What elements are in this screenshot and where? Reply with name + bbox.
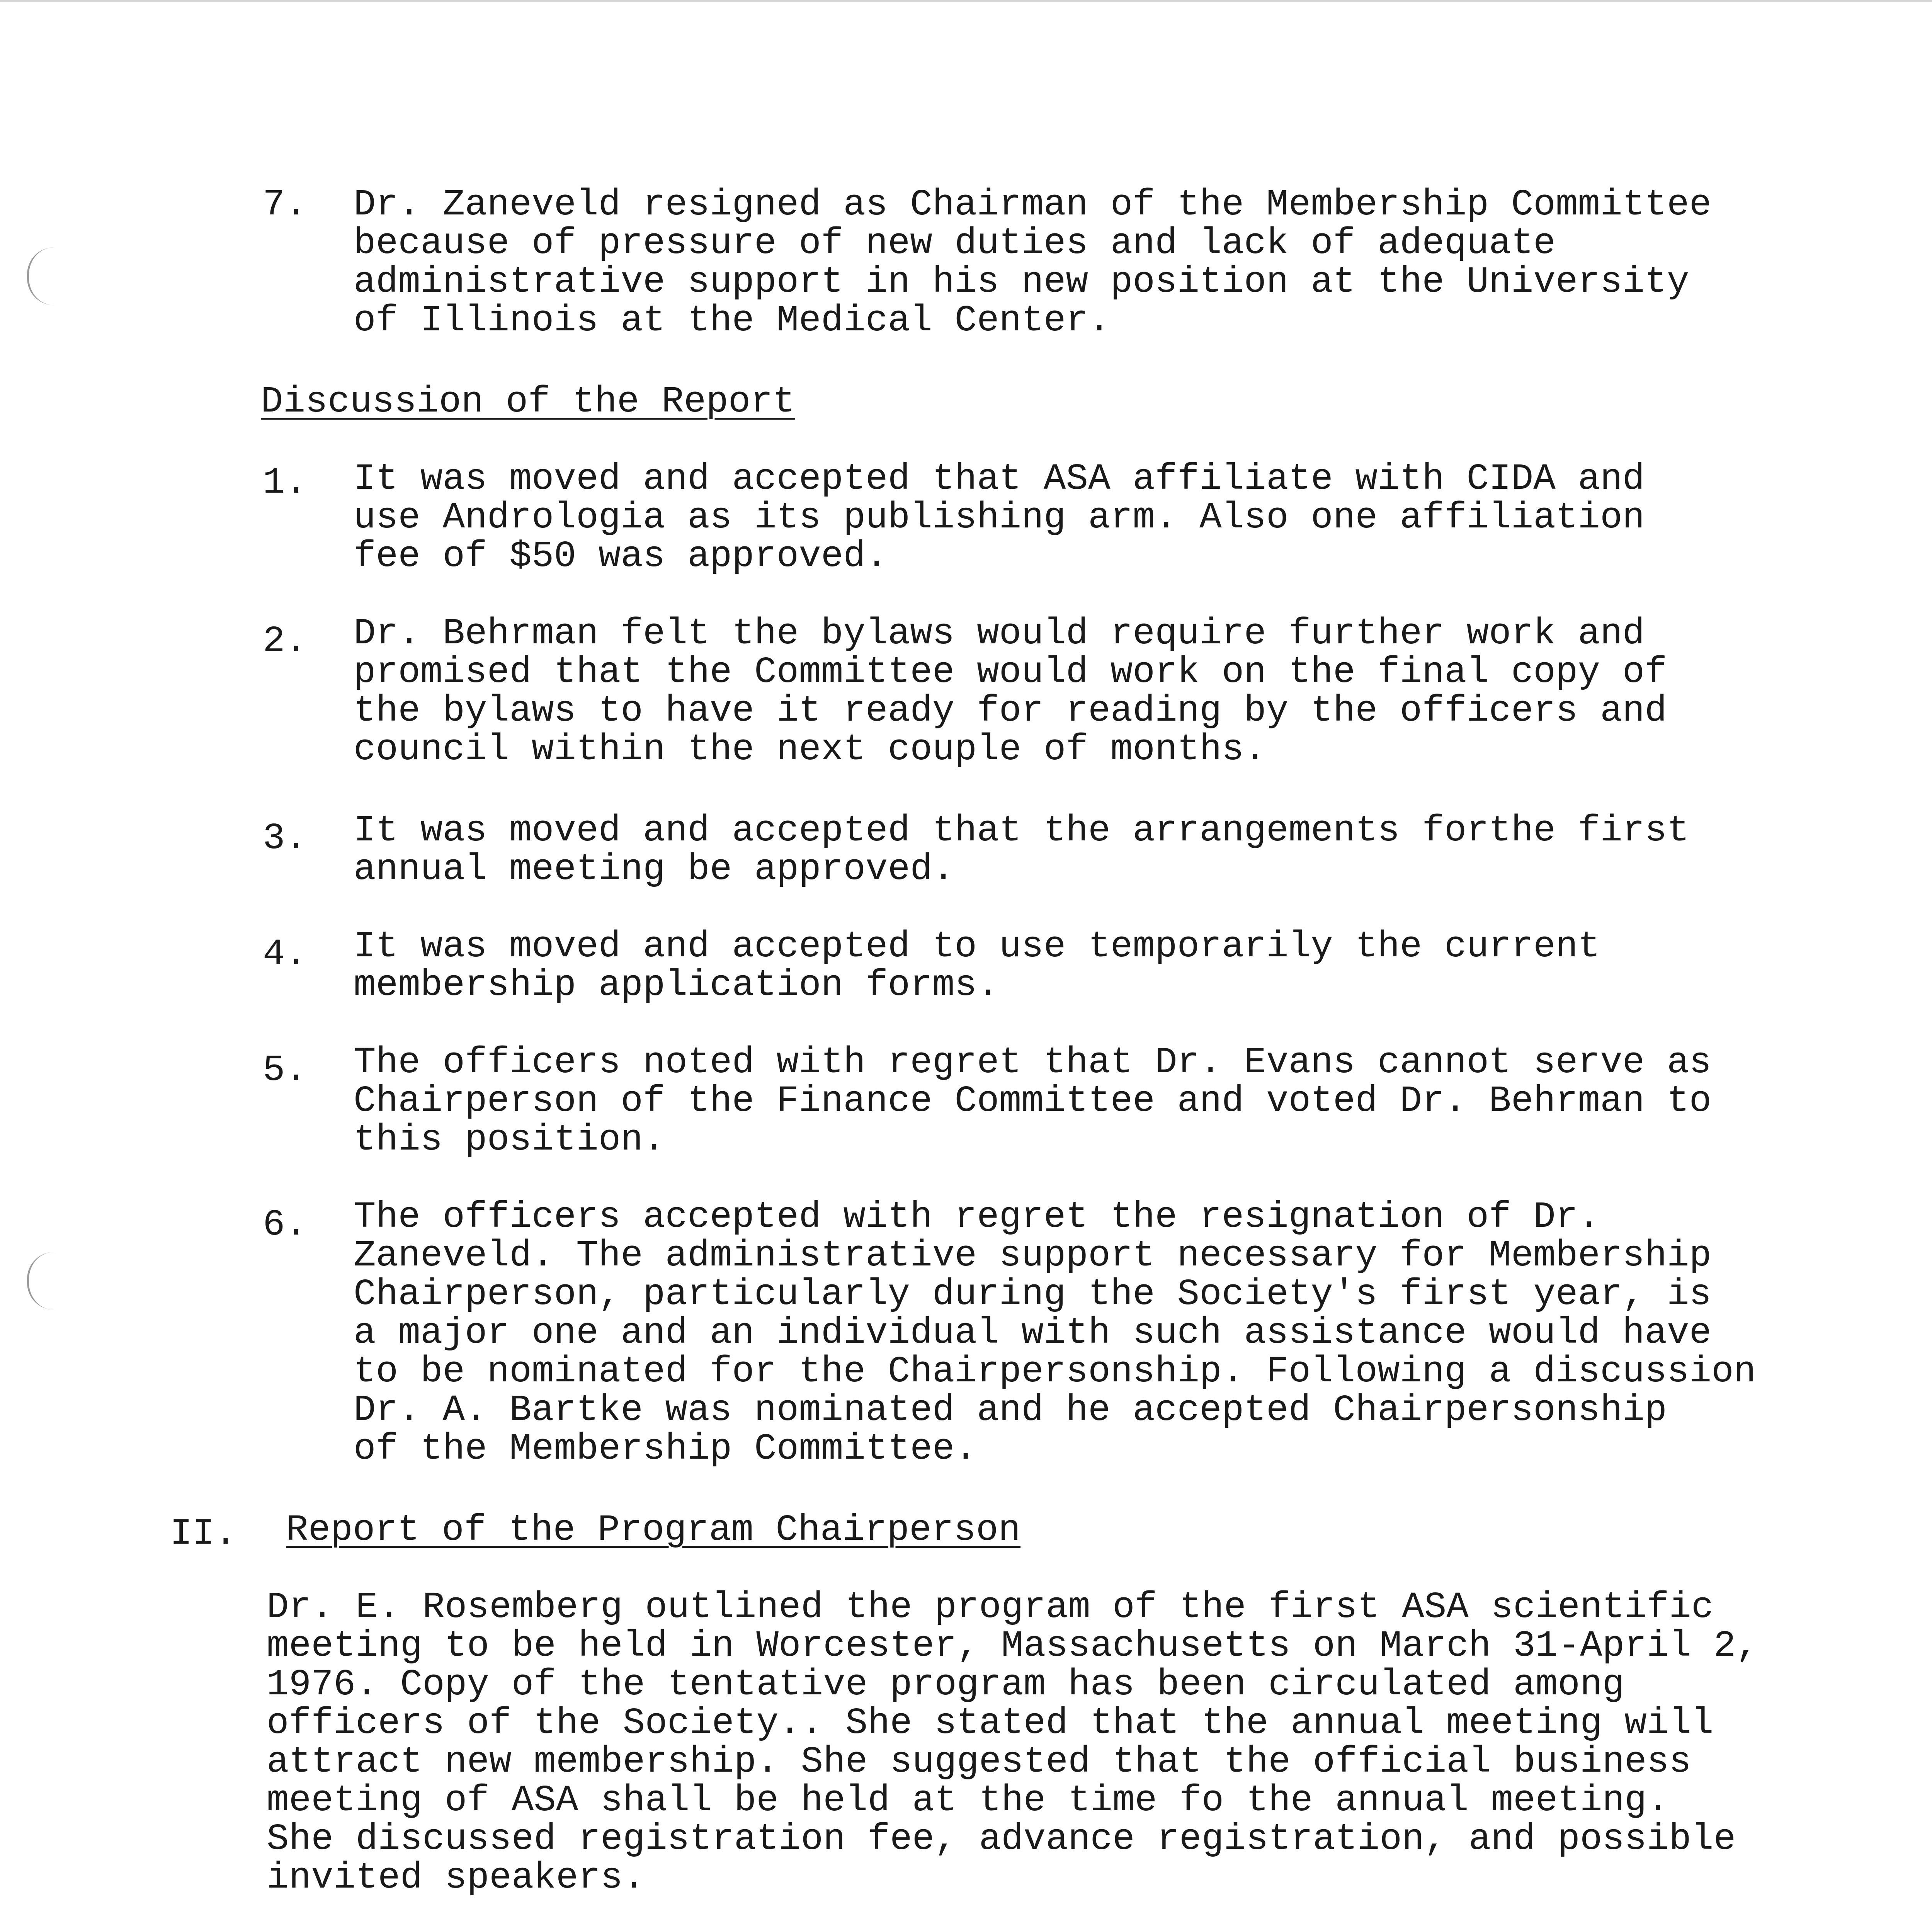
discussion-item-6-text: The officers accepted with regret the resignation of Dr. Zaneveld. The administrative support necessary for Membership Chairperson, particularly during the Society's first year, is a major one and an individual with such assistance would have to be nominated for the Chairpersonship. Following a discussion Dr. A. Bartke was nominated and he accepted Chairpersonship of the Membership Committee. bbox=[354, 1196, 1756, 1470]
discussion-heading-1: Discussion of the Report bbox=[261, 381, 795, 423]
discussion-item-3-text: It was moved and accepted that the arrangements forthe first annual meeting be approved. bbox=[354, 810, 1689, 890]
discussion-item-1-number: 1. bbox=[263, 462, 308, 504]
discussion-item-5-text: The officers noted with regret that Dr. Evans cannot serve as Chairperson of the Finance Committee and voted Dr. Behrman to this position. bbox=[354, 1041, 1712, 1161]
section-2-roman-numeral: II. bbox=[170, 1513, 237, 1555]
discussion-item-3-number: 3. bbox=[263, 817, 308, 859]
discussion-item-4-number: 4. bbox=[263, 933, 308, 975]
discussion-item-1-text: It was moved and accepted that ASA affiliate with CIDA and use Andrologia as its publishing arm. Also one affiliation fee of $50 was approved. bbox=[354, 458, 1645, 577]
section-2-heading: Report of the Program Chairperson bbox=[286, 1509, 1021, 1551]
item-7-text: Dr. Zaneveld resigned as Chairman of the Membership Committee because of pressure of new duties and lack of adequate administrative support in his new position at the University of Illinois at the Medical Center. bbox=[354, 184, 1712, 342]
discussion-item-4-text: It was moved and accepted to use temporarily the current membership application forms. bbox=[354, 925, 1600, 1006]
discussion-item-2-number: 2. bbox=[263, 620, 308, 662]
scan-top-edge bbox=[0, 0, 1932, 2]
section-2-paragraph: Dr. E. Rosemberg outlined the program of the first ASA scientific meeting to be held in Worcester, Massachusetts on March 31-April 2, 1976. Copy of the tentative program has been circulated among officers of the Society.. She stated that the annual meeting will attract new membership. She suggested that the official business meeting of ASA shall be held at the time fo the annual meeting. She discussed registration fee, advance registration, and possible invited speakers. bbox=[267, 1586, 1758, 1899]
discussion-item-2-text: Dr. Behrman felt the bylaws would require further work and promised that the Committee would work on the final copy of the bylaws to have it ready for reading by the officers and council within the next couple of months. bbox=[354, 612, 1667, 770]
item-7-number: 7. bbox=[263, 184, 308, 226]
discussion-item-5-number: 5. bbox=[263, 1049, 308, 1091]
punch-hole-top bbox=[27, 247, 56, 305]
punch-hole-middle bbox=[27, 1252, 56, 1310]
discussion-item-6-number: 6. bbox=[263, 1204, 308, 1246]
